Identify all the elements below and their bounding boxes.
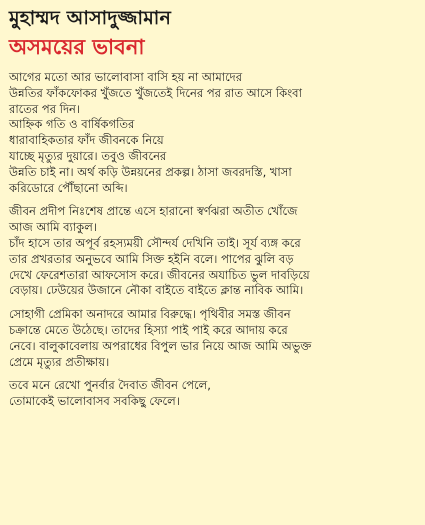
- poem-line: প্রেমে মৃত্যুর প্রতীক্ষায়।: [9, 354, 110, 369]
- poem-line: সোহাগী প্রেমিকা অনাদরে আমার বিরুদ্ধে। পৃথিবীর সমস্ত জীবন: [9, 307, 291, 322]
- stanza-4: [9, 378, 417, 410]
- poem-line: চক্রান্তে মেতে উঠেছে। তাদের হিস্যা পাই পাই করে আদায় করে: [9, 322, 288, 337]
- poem-line: দেখে ফেরেশতারা আফসোস করে। জীবনের অযাচিত ভুল দাবড়িয়ে: [9, 267, 310, 282]
- poem-line: উন্নতি চাই না। অর্থ কড়ি উন্নয়নের প্রকল্প। ঠাসা জবরদস্তি, খাসা: [9, 164, 292, 179]
- stanza-2: [9, 204, 417, 299]
- poem-line: নেবে। বালুকাবেলায় অপরাধের বিপুল ভার নিয়ে আজ আমি অভুক্ত: [9, 338, 312, 353]
- poem-line: জীবন প্রদীপ নিঃশেষ প্রান্তে এসে হারানো স্বর্ণঝরা অতীত খোঁজে: [9, 204, 298, 219]
- poem-line: তবে মনে রেখো পুনর্বার দৈবাত জীবন পেলে,: [9, 378, 211, 393]
- poem-line: যাচ্ছে মৃত্যুর দুয়ারে। তবুও জীবনের: [9, 148, 167, 163]
- poem-line: চাঁদ হাসে তার অপূর্ব রহস্যময়ী সৌন্দর্য দেখিনি তাই। সূর্য ব্যঙ্গ করে: [9, 235, 301, 250]
- poem-line: আগের মতো আর ভালোবাসা বাসি হয় না আমাদের: [9, 70, 243, 84]
- poem-line: তার প্রখরতার অনুভবে আমি সিক্ত হইনি বলে। পাপের ঝুলি বড়: [9, 251, 294, 266]
- author-name: মুহাম্মদ আসাদুজ্জামান: [9, 7, 172, 29]
- poem-line: আহ্নিক গতি ও বার্ষিকগতির: [9, 117, 135, 132]
- poem-line: রাতের পর দিন।: [9, 101, 80, 116]
- poem-title: অসময়ের ভাবনা: [9, 35, 145, 59]
- poem-line: আজ আমি ব্যাকুল।: [9, 220, 97, 235]
- poem-line: তোমাকেই ভালোবাসব সবকিছু ফেলে।: [9, 394, 180, 409]
- stanza-3: [9, 307, 417, 370]
- stanza-1: [9, 70, 417, 196]
- poem-line: ধারাবাহিকতার ফাঁদ জীবনকে নিয়ে: [9, 133, 164, 148]
- poem-line: করিডোরে পৌঁছানো অব্দি।: [9, 180, 128, 195]
- poem-line: বেড়ায়। ঢেউয়ের উজানে নৌকা বাইতে বাইতে ক্লান্ত নাবিক আমি।: [9, 283, 304, 298]
- poem-line: উন্নতির ফাঁকফোকর খুঁজতে খুঁজতেই দিনের পর রাত আসে কিংবা: [9, 85, 302, 100]
